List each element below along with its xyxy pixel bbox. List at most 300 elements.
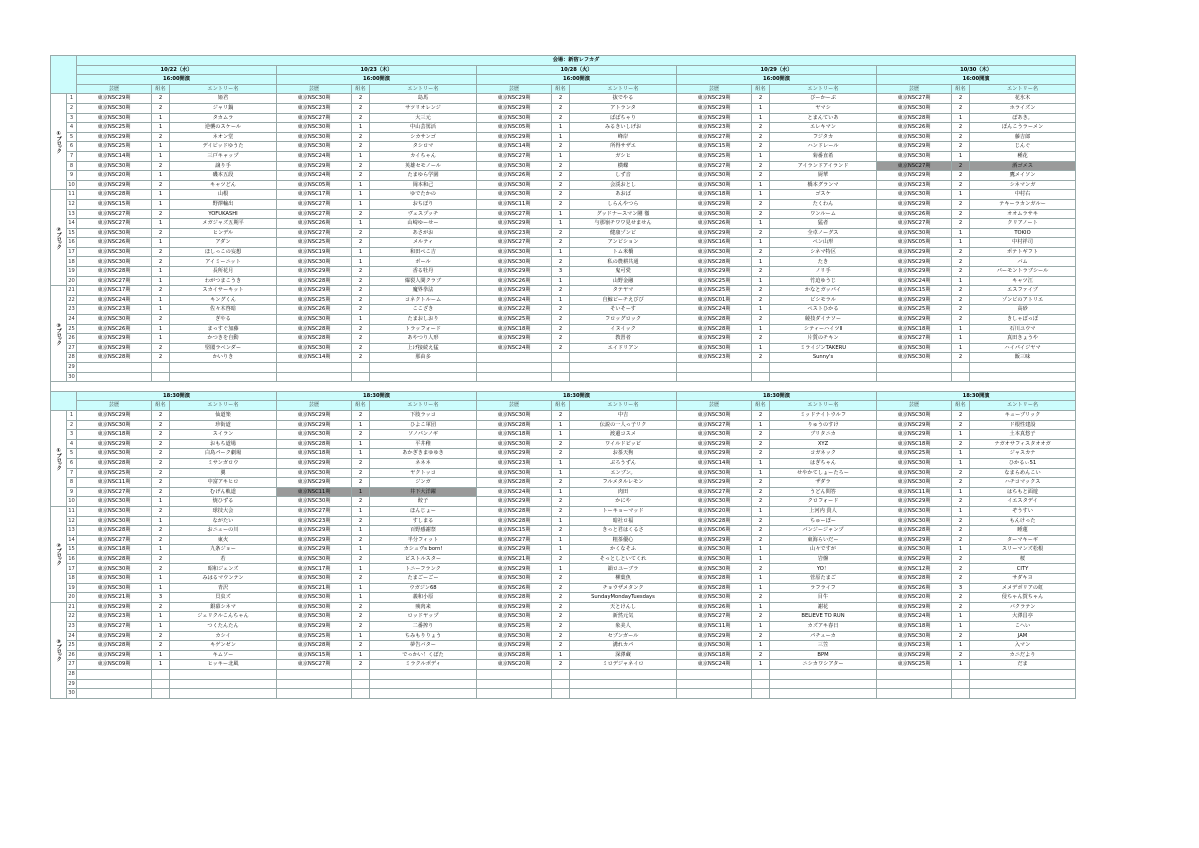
entry-name: アダン bbox=[170, 238, 277, 248]
table-row bbox=[51, 420, 1076, 430]
entry-count: 1 bbox=[952, 430, 970, 440]
entry-name: 与那嶺チワワ見せません bbox=[570, 219, 677, 229]
entry-generation: 東京NSC25期 bbox=[877, 449, 952, 459]
entry-count: 2 bbox=[352, 324, 370, 334]
col-name: エントリー名 bbox=[170, 401, 277, 411]
entry-count: 1 bbox=[752, 468, 770, 478]
entry-count bbox=[152, 670, 170, 680]
entry-generation: 東京NSC30期 bbox=[477, 439, 552, 449]
entry-count: 2 bbox=[752, 94, 770, 104]
entry-generation: 東京NSC12期 bbox=[877, 564, 952, 574]
entry-generation: 東京NSC23期 bbox=[277, 516, 352, 526]
entry-count: 1 bbox=[752, 190, 770, 200]
table-row bbox=[51, 689, 1076, 699]
entry-generation: 東京NSC30期 bbox=[677, 468, 752, 478]
entry-generation: 東京NSC30期 bbox=[677, 641, 752, 651]
row-number: 15 bbox=[67, 545, 77, 555]
block-label: ①ブロック bbox=[51, 94, 67, 190]
entry-count: 1 bbox=[352, 123, 370, 133]
entry-count: 1 bbox=[752, 238, 770, 248]
entry-name: 猛者 bbox=[770, 219, 877, 229]
entry-count: 2 bbox=[552, 334, 570, 344]
entry-generation bbox=[77, 363, 152, 373]
entry-generation: 東京NSC30期 bbox=[277, 602, 352, 612]
entry-generation: 東京NSC30期 bbox=[877, 190, 952, 200]
entry-generation: 東京NSC29期 bbox=[277, 267, 352, 277]
entry-count: 1 bbox=[552, 458, 570, 468]
entry-generation: 東京NSC18期 bbox=[477, 430, 552, 440]
entry-generation: 東京NSC24期 bbox=[877, 276, 952, 286]
entry-generation: 東京NSC29期 bbox=[277, 161, 352, 171]
entry-generation: 東京NSC30期 bbox=[877, 545, 952, 555]
entry-count: 1 bbox=[952, 324, 970, 334]
table-row bbox=[51, 506, 1076, 516]
entry-count: 1 bbox=[352, 199, 370, 209]
entry-name: でっかい！くぼた bbox=[370, 650, 477, 660]
entry-name: 謝花 bbox=[770, 602, 877, 612]
entry-generation: 東京NSC24期 bbox=[877, 612, 952, 622]
entry-generation bbox=[77, 689, 152, 699]
entry-name: 峰岸 bbox=[570, 132, 677, 142]
entry-count: 2 bbox=[552, 161, 570, 171]
entry-generation: 東京NSC21期 bbox=[477, 554, 552, 564]
entry-count: 2 bbox=[752, 199, 770, 209]
entry-count: 1 bbox=[552, 132, 570, 142]
entry-name: 会渓おとし bbox=[570, 180, 677, 190]
table-row bbox=[51, 161, 1076, 171]
entry-generation bbox=[877, 689, 952, 699]
entry-name: ワンルーム bbox=[770, 209, 877, 219]
entry-count: 2 bbox=[952, 257, 970, 267]
row-number: 16 bbox=[67, 238, 77, 248]
entry-name: ロッドヤップ bbox=[370, 612, 477, 622]
entry-count: 1 bbox=[552, 564, 570, 574]
entry-count: 1 bbox=[352, 315, 370, 325]
entry-count: 1 bbox=[552, 209, 570, 219]
row-number: 10 bbox=[67, 180, 77, 190]
entry-count: 2 bbox=[552, 497, 570, 507]
entry-count: 2 bbox=[152, 641, 170, 651]
entry-name: ジャスカナ bbox=[970, 449, 1076, 459]
entry-count: 2 bbox=[152, 353, 170, 363]
entry-count: 2 bbox=[752, 353, 770, 363]
table-row bbox=[51, 574, 1076, 584]
entry-generation: 東京NSC29期 bbox=[77, 439, 152, 449]
entry-generation: 東京NSC20期 bbox=[477, 660, 552, 670]
entry-name: 伝説の一人っ子リク bbox=[570, 420, 677, 430]
table-row bbox=[51, 660, 1076, 670]
entry-name: 柳葉魚 bbox=[570, 574, 677, 584]
entry-count: 2 bbox=[952, 171, 970, 181]
entry-count: 1 bbox=[152, 219, 170, 229]
col-name: エントリー名 bbox=[370, 401, 477, 411]
entry-count: 1 bbox=[152, 142, 170, 152]
entry-count: 2 bbox=[152, 535, 170, 545]
entry-count: 2 bbox=[752, 132, 770, 142]
table-row bbox=[51, 334, 1076, 344]
entry-count: 1 bbox=[552, 430, 570, 440]
entry-generation: 東京NSC29期 bbox=[877, 257, 952, 267]
row-number: 19 bbox=[67, 583, 77, 593]
entry-name: もんけった bbox=[970, 516, 1076, 526]
entry-count: 2 bbox=[752, 247, 770, 257]
entry-generation: 東京NSC23期 bbox=[677, 123, 752, 133]
entry-name: 藤吉郎 bbox=[970, 132, 1076, 142]
entry-name: スカイサーキット bbox=[170, 286, 277, 296]
entry-generation: 東京NSC23期 bbox=[477, 458, 552, 468]
entry-name: コネクトルーム bbox=[370, 295, 477, 305]
entry-count: 1 bbox=[352, 151, 370, 161]
entry-count: 2 bbox=[752, 161, 770, 171]
entry-generation: 東京NSC30期 bbox=[77, 257, 152, 267]
entry-generation: 東京NSC22期 bbox=[477, 305, 552, 315]
entry-count bbox=[952, 689, 970, 699]
entry-name: とまんていあ bbox=[770, 113, 877, 123]
table-row bbox=[51, 267, 1076, 277]
entry-generation: 東京NSC29期 bbox=[477, 94, 552, 104]
entry-name: うどん問答 bbox=[770, 487, 877, 497]
row-number: 24 bbox=[67, 315, 77, 325]
entry-generation: 東京NSC27期 bbox=[477, 238, 552, 248]
entry-generation bbox=[477, 363, 552, 373]
entry-name: 九条ジョー bbox=[170, 545, 277, 555]
entry-name: みはるマウンテン bbox=[170, 574, 277, 584]
entry-generation: 東京NSC30期 bbox=[677, 343, 752, 353]
entry-name: ぱぱちゃり bbox=[570, 113, 677, 123]
entry-count: 1 bbox=[152, 612, 170, 622]
entry-name: 昭和ジェンズ bbox=[170, 564, 277, 574]
col-name: エントリー名 bbox=[170, 84, 277, 94]
entry-generation: 東京NSC30期 bbox=[677, 410, 752, 420]
entry-name: 那由多 bbox=[370, 353, 477, 363]
entry-generation: 東京NSC26期 bbox=[877, 123, 952, 133]
entry-count: 1 bbox=[152, 238, 170, 248]
entry-generation: 東京NSC30期 bbox=[877, 458, 952, 468]
entry-count: 2 bbox=[752, 439, 770, 449]
row-number: 12 bbox=[67, 516, 77, 526]
entry-name: 深澤蔵 bbox=[570, 650, 677, 660]
entry-count: 1 bbox=[952, 228, 970, 238]
entry-count: 1 bbox=[952, 343, 970, 353]
entry-generation bbox=[677, 670, 752, 680]
entry-generation: 東京NSC27期 bbox=[477, 209, 552, 219]
entry-name: 石川ユウマ bbox=[970, 324, 1076, 334]
entry-name: はちもと面遊 bbox=[970, 487, 1076, 497]
entry-count: 2 bbox=[752, 487, 770, 497]
col-gen: 芸歴 bbox=[277, 84, 352, 94]
entry-count: 1 bbox=[552, 247, 570, 257]
entry-count: 2 bbox=[752, 526, 770, 536]
entry-generation: 東京NSC27期 bbox=[877, 219, 952, 229]
entry-generation: 東京NSC15期 bbox=[77, 199, 152, 209]
entry-generation: 東京NSC30期 bbox=[277, 94, 352, 104]
entry-count bbox=[752, 679, 770, 689]
table-row bbox=[51, 583, 1076, 593]
time-row bbox=[51, 75, 1076, 85]
entry-count: 2 bbox=[552, 199, 570, 209]
entry-name: 溝れカパ bbox=[570, 641, 677, 651]
entry-count: 2 bbox=[352, 267, 370, 277]
entry-generation: 東京NSC28期 bbox=[77, 458, 152, 468]
entry-count: 2 bbox=[952, 478, 970, 488]
entry-name: ターマキーギ bbox=[970, 535, 1076, 545]
entry-generation: 東京NSC28期 bbox=[677, 583, 752, 593]
entry-count bbox=[552, 353, 570, 363]
entry-count: 1 bbox=[752, 113, 770, 123]
entry-name: せやかてしょーたろー bbox=[770, 468, 877, 478]
entry-name: そいそーす bbox=[570, 305, 677, 315]
entry-name: 上河内 貴人 bbox=[770, 506, 877, 516]
entry-generation: 東京NSC27期 bbox=[77, 276, 152, 286]
entry-name: スイラン bbox=[170, 430, 277, 440]
entry-generation: 東京NSC30期 bbox=[477, 631, 552, 641]
table-row bbox=[51, 113, 1076, 123]
entry-name: 爆裂人間クラブ bbox=[370, 276, 477, 286]
row-number: 23 bbox=[67, 305, 77, 315]
entry-count: 2 bbox=[152, 602, 170, 612]
entry-generation: 東京NSC29期 bbox=[477, 545, 552, 555]
entry-count: 1 bbox=[952, 151, 970, 161]
entry-generation: 東京NSC27期 bbox=[677, 132, 752, 142]
entry-generation: 東京NSC27期 bbox=[277, 199, 352, 209]
row-number: 4 bbox=[67, 123, 77, 133]
entry-name: 夢告バター bbox=[370, 641, 477, 651]
entry-count: 2 bbox=[552, 257, 570, 267]
row-number: 13 bbox=[67, 209, 77, 219]
table-row bbox=[51, 151, 1076, 161]
entry-count: 2 bbox=[752, 295, 770, 305]
entry-generation: 東京NSC26期 bbox=[677, 602, 752, 612]
entry-name bbox=[370, 679, 477, 689]
entry-count: 2 bbox=[352, 161, 370, 171]
entry-name: シティーハイツⅡ bbox=[770, 324, 877, 334]
entry-generation: 東京NSC29期 bbox=[77, 650, 152, 660]
entry-generation: 東京NSC28期 bbox=[277, 334, 352, 344]
date-header: 10/23（木） bbox=[277, 65, 477, 75]
entry-generation bbox=[477, 353, 552, 363]
entry-generation: 東京NSC26期 bbox=[77, 238, 152, 248]
entry-count: 1 bbox=[352, 506, 370, 516]
table-row bbox=[51, 295, 1076, 305]
entry-name bbox=[570, 679, 677, 689]
entry-name: 入マン bbox=[970, 641, 1076, 651]
table-row bbox=[51, 94, 1076, 104]
row-number: 17 bbox=[67, 564, 77, 574]
entry-count: 2 bbox=[352, 478, 370, 488]
entry-generation: 東京NSC28期 bbox=[77, 554, 152, 564]
row-number: 10 bbox=[67, 497, 77, 507]
entry-count: 2 bbox=[552, 660, 570, 670]
entry-generation: 東京NSC29期 bbox=[677, 113, 752, 123]
entry-name: サダキヨ bbox=[970, 574, 1076, 584]
entry-name: なまらめんこい bbox=[970, 468, 1076, 478]
entry-name: 侵ちゃん賀ちゃん bbox=[970, 593, 1076, 603]
entry-name: ノリ手 bbox=[770, 267, 877, 277]
entry-generation bbox=[477, 372, 552, 382]
entry-name: ぶろうずん bbox=[570, 458, 677, 468]
entry-count: 1 bbox=[752, 545, 770, 555]
entry-count bbox=[552, 679, 570, 689]
entry-name: SundayMondayTuesdays bbox=[570, 593, 677, 603]
entry-generation bbox=[677, 372, 752, 382]
entry-count: 3 bbox=[952, 583, 970, 593]
row-number: 3 bbox=[67, 430, 77, 440]
entry-count: 1 bbox=[752, 622, 770, 632]
entry-name: ウガジン68 bbox=[370, 583, 477, 593]
entry-generation: 東京NSC29期 bbox=[877, 247, 952, 257]
entry-count: 1 bbox=[152, 199, 170, 209]
entry-generation: 東京NSC29期 bbox=[277, 410, 352, 420]
table-row bbox=[51, 670, 1076, 680]
entry-generation: 東京NSC30期 bbox=[77, 516, 152, 526]
block-label: ③ブロック bbox=[51, 286, 67, 382]
row-number: 24 bbox=[67, 631, 77, 641]
row-number: 19 bbox=[67, 267, 77, 277]
entry-generation: 東京NSC30期 bbox=[77, 315, 152, 325]
entry-generation: 東京NSC27期 bbox=[277, 209, 352, 219]
entry-generation bbox=[477, 670, 552, 680]
entry-name: カシュヴs born! bbox=[370, 545, 477, 555]
entry-generation: 東京NSC20期 bbox=[77, 171, 152, 181]
entry-name: ワイルドピッピ bbox=[570, 439, 677, 449]
entry-count: 1 bbox=[152, 622, 170, 632]
entry-count: 2 bbox=[552, 593, 570, 603]
entry-name: 菅原たまご bbox=[770, 574, 877, 584]
col-gen: 芸歴 bbox=[677, 84, 752, 94]
entry-generation: 東京NSC29期 bbox=[877, 430, 952, 440]
entry-count: 2 bbox=[952, 439, 970, 449]
table-row bbox=[51, 449, 1076, 459]
table-row bbox=[51, 171, 1076, 181]
entry-generation: 東京NSC26期 bbox=[877, 583, 952, 593]
entry-name: たき bbox=[770, 257, 877, 267]
entry-count: 2 bbox=[752, 593, 770, 603]
entry-count: 1 bbox=[952, 487, 970, 497]
entry-count: 1 bbox=[352, 564, 370, 574]
entry-name: ハチコマックス bbox=[970, 478, 1076, 488]
entry-name: ほんじょー bbox=[370, 506, 477, 516]
entry-generation: 東京NSC27期 bbox=[877, 334, 952, 344]
entry-name: ハンドレール bbox=[770, 142, 877, 152]
entry-generation: 東京NSC27期 bbox=[477, 151, 552, 161]
entry-count: 2 bbox=[152, 468, 170, 478]
entry-generation: 東京NSC30期 bbox=[77, 103, 152, 113]
entry-name: アンビション bbox=[570, 238, 677, 248]
entry-name bbox=[370, 689, 477, 699]
entry-count: 2 bbox=[752, 516, 770, 526]
entry-name: バム bbox=[970, 257, 1076, 267]
entry-count: 1 bbox=[352, 190, 370, 200]
table-row bbox=[51, 276, 1076, 286]
entry-count: 1 bbox=[352, 247, 370, 257]
entry-name: おちぼり bbox=[370, 199, 477, 209]
entry-count: 2 bbox=[752, 478, 770, 488]
entry-generation: 東京NSC01期 bbox=[677, 295, 752, 305]
entry-name: キングくん bbox=[170, 295, 277, 305]
entry-generation: 東京NSC29期 bbox=[677, 228, 752, 238]
entry-name: キューブリック bbox=[970, 410, 1076, 420]
entry-name: YOFUKASHI bbox=[170, 209, 277, 219]
entry-count: 2 bbox=[752, 315, 770, 325]
row-number: 11 bbox=[67, 190, 77, 200]
entry-generation: 東京NSC29期 bbox=[477, 132, 552, 142]
entry-generation: 東京NSC28期 bbox=[277, 439, 352, 449]
entry-generation: 東京NSC30期 bbox=[277, 343, 352, 353]
entry-name: あかぎきまゆゆき bbox=[370, 449, 477, 459]
entry-count: 1 bbox=[152, 583, 170, 593]
entry-count bbox=[952, 363, 970, 373]
entry-name: 所得サザエ bbox=[570, 142, 677, 152]
entry-generation: 東京NSC25期 bbox=[677, 286, 752, 296]
table-row bbox=[51, 679, 1076, 689]
entry-generation bbox=[877, 679, 952, 689]
entry-count: 2 bbox=[352, 94, 370, 104]
entry-name: XYZ bbox=[770, 439, 877, 449]
entry-name: トラッフォード bbox=[370, 324, 477, 334]
col-gen: 芸歴 bbox=[277, 401, 352, 411]
entry-generation: 東京NSC28期 bbox=[477, 650, 552, 660]
entry-name: きっと君はくるさ bbox=[570, 526, 677, 536]
entry-name: 餃子 bbox=[370, 497, 477, 507]
entry-generation: 東京NSC27期 bbox=[277, 113, 352, 123]
entry-name: 義和小原 bbox=[370, 593, 477, 603]
entry-generation: 東京NSC29期 bbox=[877, 554, 952, 564]
entry-count: 2 bbox=[952, 209, 970, 219]
spacer-row bbox=[51, 382, 1076, 392]
table-row bbox=[51, 123, 1076, 133]
entry-count: 3 bbox=[152, 593, 170, 603]
entry-generation: 東京NSC30期 bbox=[677, 247, 752, 257]
entry-name: ペン山形 bbox=[770, 238, 877, 248]
row-number: 5 bbox=[67, 132, 77, 142]
entry-generation bbox=[277, 363, 352, 373]
entry-count: 1 bbox=[152, 276, 170, 286]
entry-generation: 東京NSC28期 bbox=[77, 190, 152, 200]
entry-name: 貝虫ズ bbox=[170, 593, 277, 603]
entry-count: 2 bbox=[552, 238, 570, 248]
row-number: 20 bbox=[67, 593, 77, 603]
entry-count: 1 bbox=[552, 535, 570, 545]
entry-generation: 東京NSC26期 bbox=[677, 219, 752, 229]
entry-generation: 東京NSC26期 bbox=[477, 276, 552, 286]
entry-count: 1 bbox=[352, 526, 370, 536]
entry-name: 全卓ノーグス bbox=[770, 228, 877, 238]
entry-name: ちゅーぽー bbox=[770, 516, 877, 526]
entry-count: 2 bbox=[152, 526, 170, 536]
row-number: 13 bbox=[67, 526, 77, 536]
row-number: 9 bbox=[67, 171, 77, 181]
entry-count: 2 bbox=[952, 94, 970, 104]
entry-count: 2 bbox=[952, 631, 970, 641]
entry-name: ここざき bbox=[370, 305, 477, 315]
entry-name: ゆでたかの bbox=[370, 190, 477, 200]
entry-generation: 東京NSC30期 bbox=[877, 468, 952, 478]
entry-name: シカサンゴ bbox=[370, 132, 477, 142]
entry-generation: 東京NSC30期 bbox=[877, 353, 952, 363]
entry-count: 2 bbox=[552, 583, 570, 593]
entry-name: メルティ bbox=[370, 238, 477, 248]
row-number: 25 bbox=[67, 641, 77, 651]
entry-generation: 東京NSC28期 bbox=[477, 420, 552, 430]
entry-generation: 東京NSC14期 bbox=[477, 142, 552, 152]
entry-name: フロッグロック bbox=[570, 315, 677, 325]
entry-count: 2 bbox=[352, 497, 370, 507]
entry-generation: 東京NSC28期 bbox=[677, 257, 752, 267]
entry-generation: 東京NSC30期 bbox=[77, 497, 152, 507]
row-number: 6 bbox=[67, 142, 77, 152]
entry-name: 睡蓮 bbox=[970, 526, 1076, 536]
entry-count: 1 bbox=[152, 497, 170, 507]
